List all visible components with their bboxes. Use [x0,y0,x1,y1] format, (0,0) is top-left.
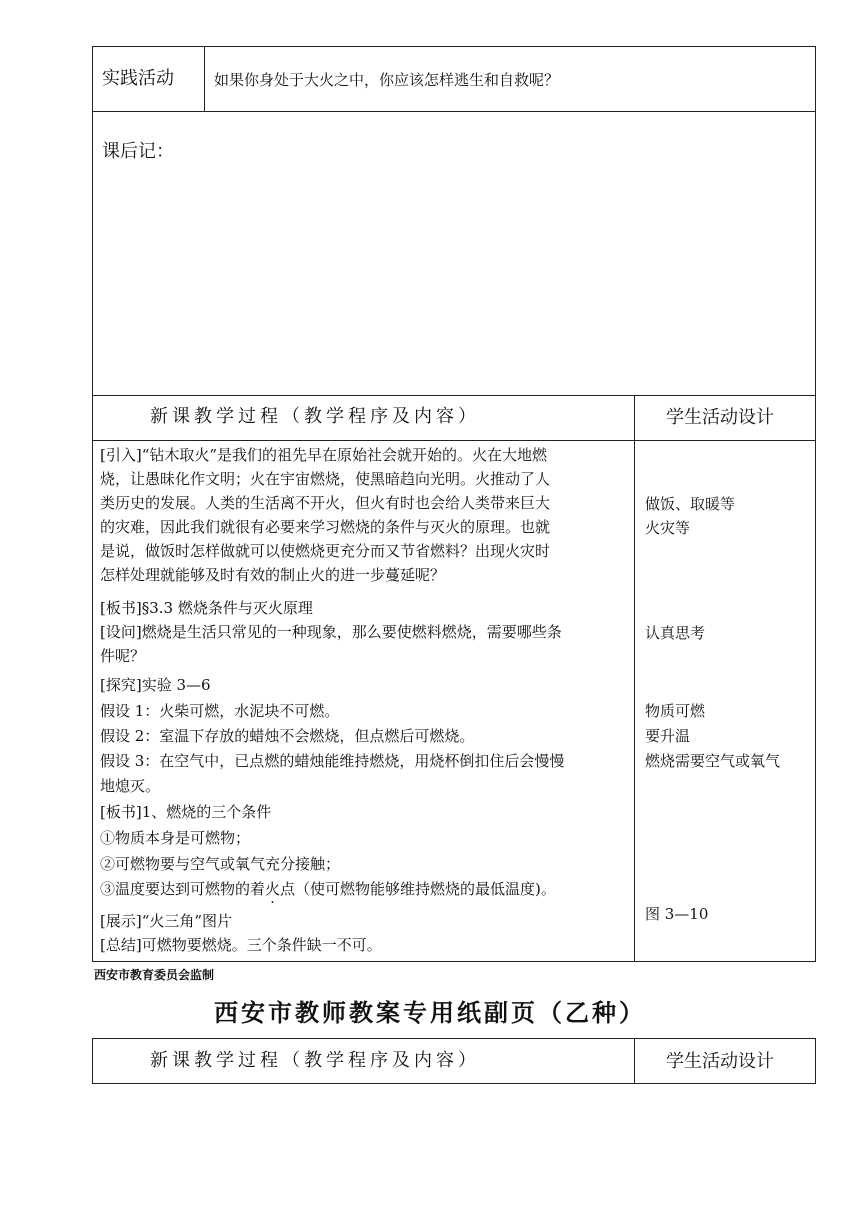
student-item: 认真思考 [645,624,706,642]
content-line: 类历史的发展。人类的生活离不开火，但火有时也会给人类带来巨大 [100,494,551,512]
student-item: 做饭、取暖等 [645,495,736,513]
practice-text: 如果你身处于大火之中，你应该怎样逃生和自救呢？ [214,71,560,89]
table2-header-left: 新课教学过程（教学程序及内容） [150,1050,480,1071]
content-line: [引入]“钻木取火”是我们的祖先早在原始社会就开始的。火在大地燃 [100,446,548,464]
student-item: 火灾等 [645,519,691,537]
content-line: [设问]燃烧是生活只常见的一种现象，那么要使燃料燃烧，需要哪些条 [100,623,562,641]
content-line-ignition-point [100,877,556,901]
after-class-box [92,111,816,396]
practice-label: 实践活动 [102,68,174,89]
content-line: ②可燃物要与空气或氧气充分接触； [100,855,341,873]
content-line: 怎样处理就能够及时有效的制止火的进一步蔓延呢？ [100,566,446,584]
content-line: 是说，做饭时怎样做就可以使燃烧更充分而又节省燃料？出现火灾时 [100,542,551,560]
student-item: 图 3—10 [645,905,709,923]
content-line: 烧，让愚昧化作文明；火在宇宙燃烧，使黑暗趋向光明。火推动了人 [100,470,551,488]
content-line: [板书]§3.3 燃烧条件与灭火原理 [100,599,313,617]
footer-note: 西安市教育委员会监制 [94,968,215,982]
content-line: [探究]实验 3—6 [100,676,211,694]
after-class-label: 课后记： [102,141,174,162]
content-line-part: ③温度要达到可燃物的 [100,880,251,898]
practice-divider [204,46,205,112]
student-item: 要升温 [645,727,691,745]
content-line: 假设 3：在空气中，已点燃的蜡烛能维持燃烧，用烧杯倒扣住后会慢慢 [100,752,565,770]
content-line: ①物质本身是可燃物； [100,829,251,847]
content-line: 地熄灭。 [100,777,161,795]
table2-header-right: 学生活动设计 [666,1051,774,1072]
student-item: 燃烧需要空气或氧气 [645,752,781,770]
content-line: [展示]“火三角”图片 [100,912,233,930]
student-item: 物质可燃 [645,702,706,720]
content-line: 件呢？ [100,647,146,665]
content-line: 的灾难，因此我们就很有必要来学习燃烧的条件与灭火的原理。也就 [100,518,551,536]
content-line-part: （使可燃物能够维持燃烧的最低温度)。 [295,880,556,898]
table1-header-right: 学生活动设计 [666,407,774,428]
page2-title: 西安市教师教案专用纸副页（乙种） [214,998,646,1027]
content-line: [板书]1、燃烧的三个条件 [100,803,272,821]
content-line: 假设 2：室温下存放的蜡烛不会燃烧，但点燃后可燃烧。 [100,727,475,745]
content-line: 假设 1：火柴可燃，水泥块不可燃。 [100,702,340,720]
table1-header-left: 新课教学过程（教学程序及内容） [150,406,480,427]
ignition-point-emphasis: 着火点 [250,880,296,898]
table2-column-divider [634,1038,635,1084]
content-line: [总结]可燃物要燃烧。三个条件缺一不可。 [100,936,382,954]
